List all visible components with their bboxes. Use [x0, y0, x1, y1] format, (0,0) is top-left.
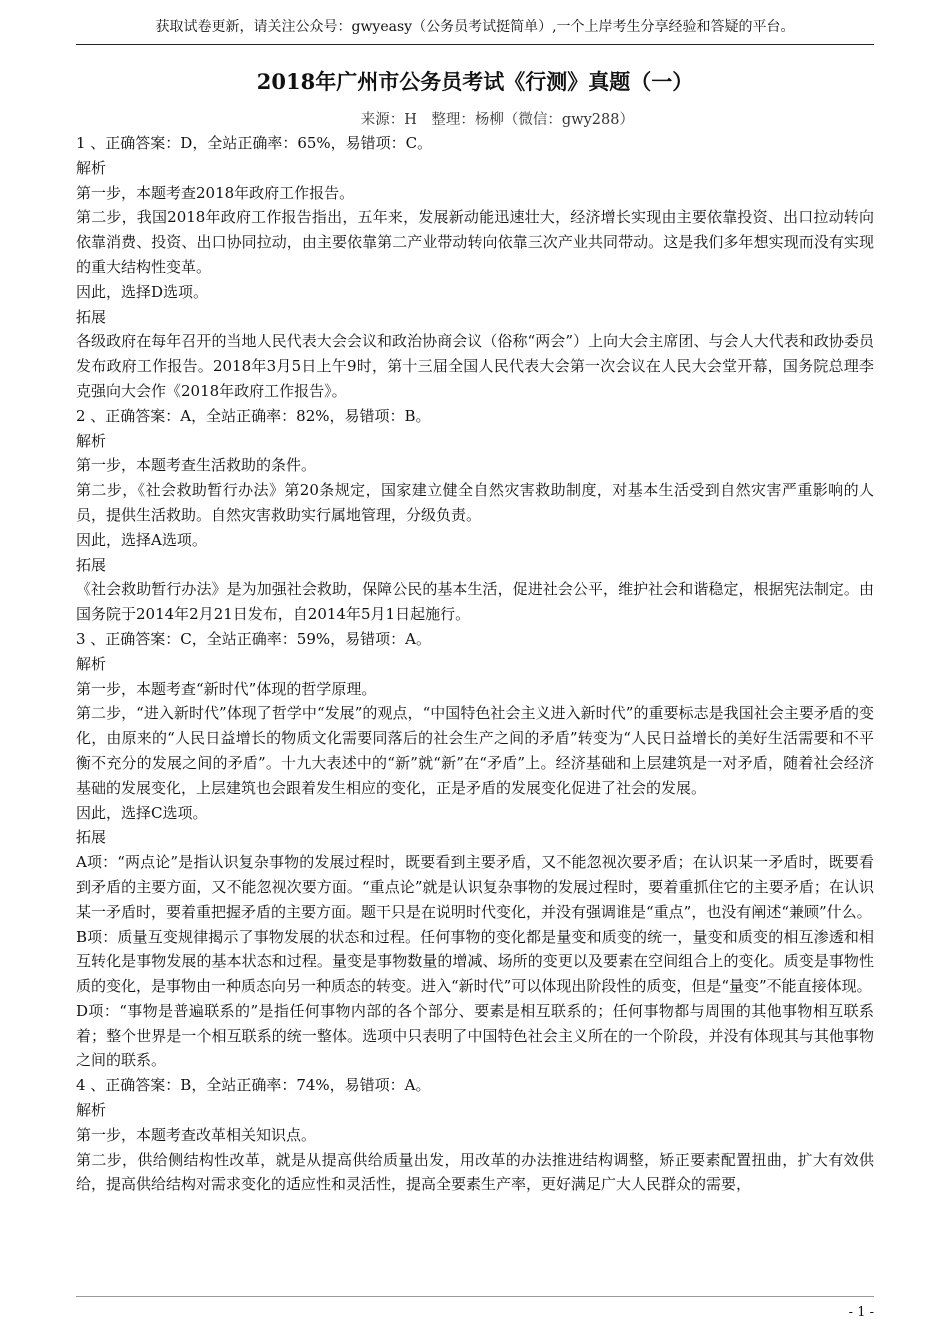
paragraph: D项：“事物是普遍联系的”是指任何事物内部的各个部分、要素是相互联系的；任何事物都与周围的其他事物相互联系着；整个世界是一个相互联系的统一整体。选项中只表明了中国特色社会主义所在的一个阶段，并没有体现其与其他事物之间的联系。 [76, 1001, 874, 1070]
paragraph: 第一步，本题考查改革相关知识点。 [76, 1125, 317, 1144]
paragraph: 解析 [76, 654, 107, 673]
paragraph: 1 、正确答案：D，全站正确率：65%，易错项：C。 [76, 134, 433, 152]
page-title: 2018年广州市公务员考试《行测》真题（一） [256, 69, 694, 94]
header-divider [76, 44, 874, 45]
paragraph: 《社会救助暂行办法》是为加强社会救助，保障公民的基本生活，促进社会公平，维护社会和谐稳定，根据宪法制定。由国务院于2014年2月21日发布，自2014年5月1日起施行。 [76, 580, 874, 624]
paragraph: 第二步，我国2018年政府工作报告指出，五年来，发展新动能迅速壮大，经济增长实现由主要依靠投资、出口拉动转向依靠消费、投资、出口协同拉动，由主要依靠第二产业带动转向依靠三次产业共同带动。这是我们多年想实现而没有实现的重大结构性变革。 [76, 208, 874, 276]
paragraph: 第二步，《社会救助暂行办法》第20条规定，国家建立健全自然灾害救助制度，对基本生活受到自然灾害严重影响的人员，提供生活救助。自然灾害救助实行属地管理，分级负责。 [76, 481, 874, 524]
paragraph: 因此，选择A选项。 [76, 530, 207, 549]
paragraph: 2 、正确答案：A，全站正确率：82%，易错项：B。 [76, 406, 431, 425]
paragraph: 第二步，“进入新时代”体现了哲学中“发展”的观点，“中国特色社会主义进入新时代”的重要标志是我国社会主要矛盾的变化，由原来的“人民日益增长的物质文化需要同落后的社会生产之间的矛盾”转变为“人民日益增长的美好生活需要和不平衡不充分的发展之间的矛盾”。十九大表述中的“新”就“新”在“矛盾”上。经济基础和上层建筑是一对矛盾，随着社会经济基础的发展变化，上层建筑也会跟着发生相应的变化，正是矛盾的发展变化促进了社会的发展。 [76, 704, 874, 797]
paragraph: 因此，选择D选项。 [76, 282, 209, 301]
paragraph: 3 、正确答案：C，全站正确率：59%，易错项：A。 [76, 629, 431, 648]
paragraph: 拓展 [76, 555, 107, 574]
paragraph: 各级政府在每年召开的当地人民代表大会会议和政治协商会议（俗称“两会”）上向大会主席团、与会人大代表和政协委员发布政府工作报告。2018年3月5日上午9时，第十三届全国人民代表大会第一次会议在人民大会堂开幕，国务院总理李克强向大会作《2018年政府工作报告》。 [76, 332, 874, 400]
footer-divider [76, 1296, 874, 1297]
document-body [76, 131, 874, 1197]
paragraph: 因此，选择C选项。 [76, 803, 208, 822]
paragraph: 第一步，本题考查生活救助的条件。 [76, 456, 317, 475]
source-line: 来源：H 整理：杨柳（微信：gwy288） [360, 112, 634, 128]
paragraph: 第一步，本题考查2018年政府工作报告。 [76, 183, 355, 202]
paragraph: 解析 [76, 431, 107, 450]
header-note: 获取试卷更新，请关注公众号：gwyeasy（公务员考试挺简单）,一个上岸考生分享经验和答疑的平台。 [155, 19, 795, 35]
paragraph: 拓展 [76, 828, 107, 847]
paragraph: 解析 [76, 1101, 107, 1120]
paragraph: A项：“两点论”是指认识复杂事物的发展过程时，既要看到主要矛盾，又不能忽视次要矛盾；在认识某一矛盾时，既要看到矛盾的主要方面，又不能忽视次要方面。“重点论”就是认识复杂事物的发展过程时，要着重抓住它的主要矛盾；在认识某一矛盾时，要着重把握矛盾的主要方面。题干只是在说明时代变化，并没有强调谁是“重点”，也没有阐述“兼顾”什么。 [76, 853, 874, 921]
paragraph: 解析 [76, 158, 107, 177]
paragraph: 拓展 [76, 307, 107, 326]
paragraph: B项：质量互变规律揭示了事物发展的状态和过程。任何事物的变化都是量变和质变的统一，量变和质变的相互渗透和相互转化是事物发展的基本状态和过程。量变是事物数量的增减、场所的变更以及要素在空间组合上的变化。质变是事物性质的变化，是事物由一种质态向另一种质态的转变。进入“新时代”可以体现出阶段性的质变，但是“量变”不能直接体现。 [76, 927, 874, 996]
page-number: - 1 - [848, 1305, 874, 1320]
paragraph: 4 、正确答案：B，全站正确率：74%，易错项：A。 [76, 1076, 431, 1095]
paragraph: 第一步，本题考查“新时代”体现的哲学原理。 [76, 679, 377, 698]
paragraph: 第二步，供给侧结构性改革，就是从提高供给质量出发，用改革的办法推进结构调整，矫正要素配置扭曲，扩大有效供给，提高供给结构对需求变化的适应性和灵活性，提高全要素生产率，更好满足广大人民群众的需要， [76, 1150, 874, 1194]
